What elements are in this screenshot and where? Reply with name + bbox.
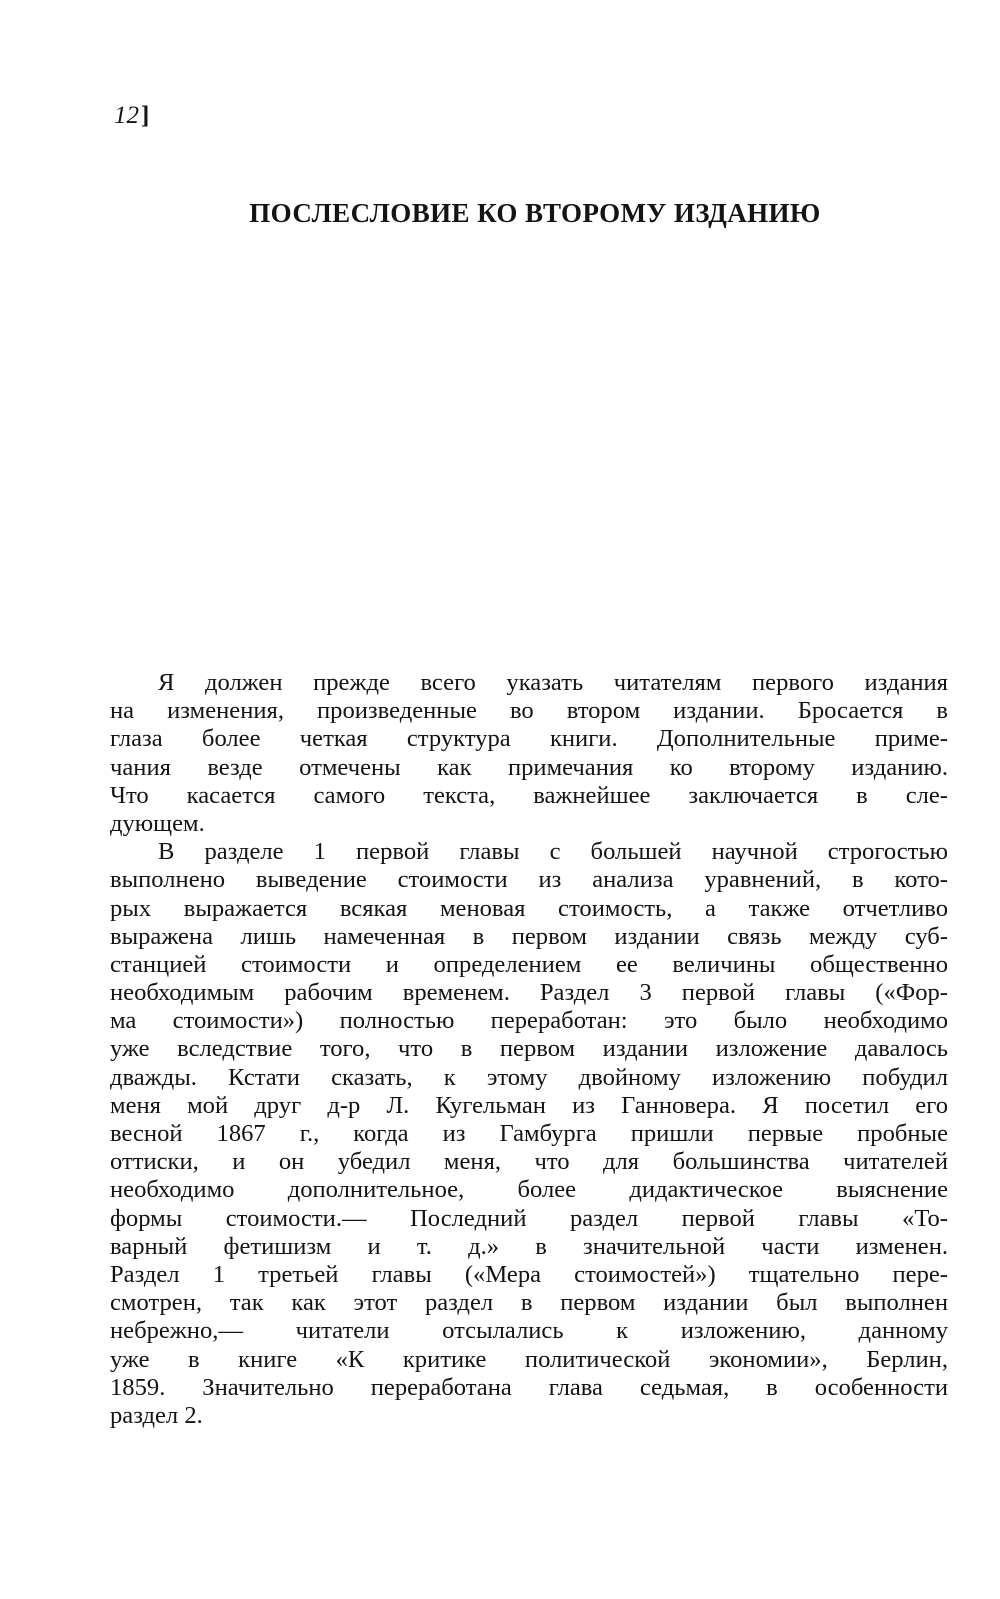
- text-line: чания везде отмечены как примечания ко второму изданию.: [110, 753, 948, 781]
- text-line: смотрен, так как этот раздел в первом издании был выполнен: [110, 1289, 948, 1317]
- text-line: дующем.: [110, 809, 205, 837]
- text-line: формы стоимости.— Последний раздел первой главы «То-: [110, 1204, 948, 1232]
- text-line: варный фетишизм и т. д.» в значительной части изменен.: [110, 1232, 948, 1260]
- text-line: ма стоимости») полностью переработан: это было необходимо: [110, 1007, 948, 1035]
- text-line: на изменения, произведенные во втором издании. Бросается в: [110, 697, 948, 725]
- text-line: станцией стоимости и определением ее величины общественно: [110, 950, 948, 978]
- text-line: глаза более четкая структура книги. Дополнительные приме-: [110, 725, 948, 753]
- text-line: оттиски, и он убедил меня, что для большинства читателей: [110, 1148, 948, 1176]
- text-line: меня мой друг д-р Л. Кугельман из Ганновера. Я посетил его: [110, 1091, 948, 1119]
- text-line: необходимым рабочим временем. Раздел 3 первой главы («Фор-: [110, 979, 948, 1007]
- text-line: необходимо дополнительное, более дидактическое выяснение: [110, 1176, 948, 1204]
- page-number-bracket: ]: [141, 102, 150, 129]
- text-line: раздел 2.: [110, 1401, 203, 1429]
- paragraph-1: [110, 669, 948, 838]
- text-line: уже в книге «К критике политической экономии», Берлин,: [110, 1345, 948, 1373]
- paragraph-2: [110, 838, 948, 1430]
- text-line: дважды. Кстати сказать, к этому двойному изложению побудил: [110, 1063, 948, 1091]
- text-line: уже вследствие того, что в первом издании изложение давалось: [110, 1035, 948, 1063]
- chapter-title: ПОСЛЕСЛОВИЕ КО ВТОРОМУ ИЗДАНИЮ: [249, 198, 821, 228]
- text-line: В разделе 1 первой главы с большей научной строгостью: [158, 838, 948, 866]
- text-line: Что касается самого текста, важнейшее заключается в сле-: [110, 781, 948, 809]
- body-text: [110, 669, 948, 1430]
- text-line: Я должен прежде всего указать читателям первого издания: [158, 669, 948, 696]
- text-line: выполнено выведение стоимости из анализа уравнений, в кото-: [110, 866, 948, 894]
- page-number: [114, 102, 149, 130]
- text-line: Раздел 1 третьей главы («Мера стоимостей») тщательно пере-: [110, 1260, 948, 1288]
- text-line: 1859. Значительно переработана глава седьмая, в особенности: [110, 1373, 948, 1401]
- page-number-value: 12: [114, 102, 139, 129]
- text-line: рых выражается всякая меновая стоимость, а также отчетливо: [110, 894, 948, 922]
- text-line: небрежно,— читатели отсылались к изложению, данному: [110, 1317, 948, 1345]
- text-line: выражена лишь намеченная в первом издании связь между суб-: [110, 922, 948, 950]
- text-line: весной 1867 г., когда из Гамбурга пришли первые пробные: [110, 1120, 948, 1147]
